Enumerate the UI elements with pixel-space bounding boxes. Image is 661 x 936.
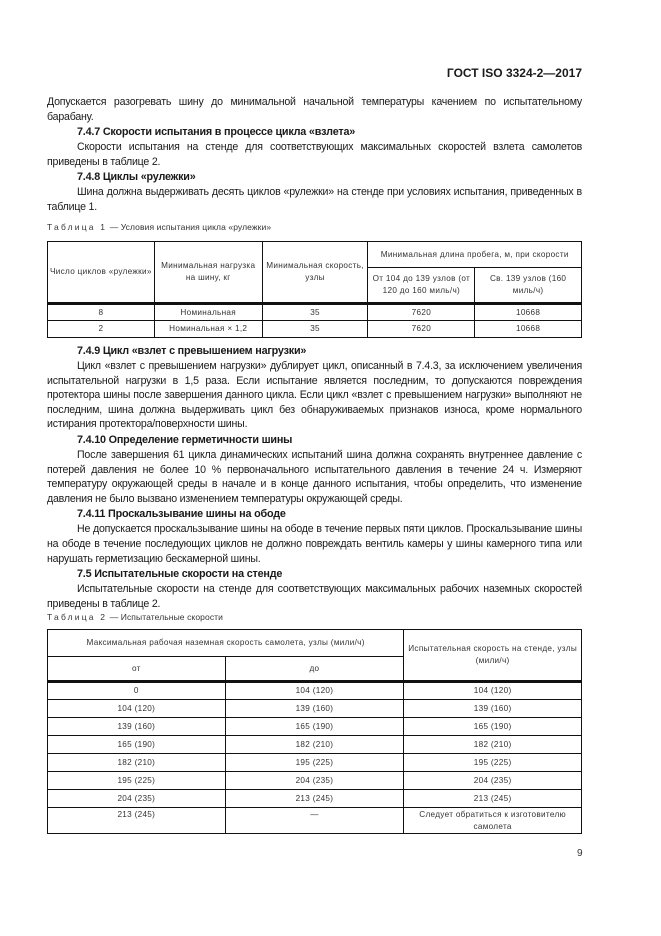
page-number: 9: [577, 848, 583, 859]
table-cell: Номинальная × 1,2: [154, 321, 262, 338]
table-cell: 139 (160): [48, 718, 226, 736]
table-cell: 35: [262, 321, 368, 338]
table-row: [48, 808, 582, 834]
table-2: [47, 629, 582, 834]
section-text-7-5: Испытательные скорости на стенде для соответствующих максимальных рабочих наземных скоростей приведены в таблице 2.: [47, 583, 582, 610]
table-cell: 165 (190): [225, 718, 404, 736]
table-1: [47, 241, 582, 338]
table-row: [48, 790, 582, 808]
text-block-middle: [47, 343, 582, 611]
section-heading-7-4-8: 7.4.8 Циклы «рулежки»: [77, 171, 196, 184]
table2-caption-title: — Испытательные скорости: [109, 612, 224, 622]
table-cell: 213 (245): [48, 808, 226, 834]
t1-header-length-a: От 104 до 139 узлов (от 120 до 160 миль/ч): [368, 268, 475, 304]
table-cell: 0: [48, 682, 226, 700]
table2-caption-label: Таблица 2: [47, 612, 108, 622]
table-cell: 7620: [368, 321, 475, 338]
section-heading-7-4-7: 7.4.7 Скорости испытания в процессе цикла «взлета»: [77, 126, 356, 139]
t2-header-from: от: [48, 657, 226, 682]
table-row: [48, 754, 582, 772]
section-text-7-4-10: После завершения 61 цикла динамических испытаний шина должна сохранять внутреннее давление с потерей давления не более 10 % первоначального испытательного давления в течение 24 ч. Измеряют температуру окружающей среды в начале и в конце данного испытания, чтобы определить, что изменение давления не было вызвано изменением температуры окружающей среды.: [47, 448, 582, 505]
t2-header-group: Максимальная рабочая наземная скорость самолета, узлы (мили/ч): [48, 630, 404, 657]
section-heading-7-4-10: 7.4.10 Определение герметичности шины: [77, 433, 293, 446]
table-cell: 195 (225): [225, 754, 404, 772]
t1-header-length-b: Св. 139 узлов (160 миль/ч): [475, 268, 582, 304]
table-cell: 104 (120): [404, 682, 582, 700]
table-cell: 165 (190): [404, 718, 582, 736]
table-cell: 139 (160): [404, 700, 582, 718]
table-cell: Номинальная: [154, 304, 262, 321]
table-row: [48, 304, 582, 321]
table1-caption-title: — Условия испытания цикла «рулежки»: [109, 222, 272, 232]
section-heading-7-5: 7.5 Испытательные скорости на стенде: [77, 568, 283, 581]
section-text-7-4-8: Шина должна выдерживать десять циклов «рулежки» на стенде при условиях испытания, приведенных в таблице 1.: [47, 186, 582, 213]
table-cell: 213 (245): [404, 790, 582, 808]
table-cell: 204 (235): [225, 772, 404, 790]
table-row: [48, 321, 582, 338]
section-text-7-4-9: Цикл «взлет с превышением нагрузки» дублирует цикл, описанный в 7.4.3, за исключением увеличения испытательной нагрузки в 1,5 раза. Если испытание является последним, то допускаются повреждения протектора шины после завершения данного цикла. Если цикл «взлет с превышением нагрузки» выполняют не последним, шина должна выдерживать цикл без обнаруживаемых признаков износа, кроме нормального истирания протектора/поверхности шины.: [47, 360, 582, 431]
t1-header-length-group: Минимальная длина пробега, м, при скорости: [368, 242, 582, 268]
text-block-top: [47, 95, 582, 215]
table-cell: 8: [48, 304, 155, 321]
table-row: [48, 772, 582, 790]
section-heading-7-4-9: 7.4.9 Цикл «взлет с превышением нагрузки»: [77, 345, 307, 357]
t1-header-load: Минимальная нагрузка на шину, кг: [154, 242, 262, 304]
table-cell: 7620: [368, 304, 475, 321]
table-row: [48, 700, 582, 718]
t2-header-test: Испытательная скорость на стенде, узлы (мили/ч): [404, 630, 582, 682]
table-row: [48, 718, 582, 736]
section-text-7-4-7: Скорости испытания на стенде для соответствующих максимальных скоростей взлета самолетов приведены в таблице 2.: [47, 141, 582, 168]
t2-header-to: до: [225, 657, 404, 682]
table-cell: 182 (210): [225, 736, 404, 754]
table-row: [48, 736, 582, 754]
table-cell: 104 (120): [48, 700, 226, 718]
table-cell: 195 (225): [48, 772, 226, 790]
section-heading-7-4-11: 7.4.11 Проскальзывание шины на ободе: [77, 508, 286, 521]
table-cell: 10668: [475, 321, 582, 338]
table-cell: 182 (210): [404, 736, 582, 754]
table-row: [48, 682, 582, 700]
table-cell: 204 (235): [404, 772, 582, 790]
table-cell: 35: [262, 304, 368, 321]
table1-caption-label: Таблица 1: [47, 222, 108, 232]
table-cell: —: [225, 808, 404, 834]
table-cell: 10668: [475, 304, 582, 321]
table-cell: 139 (160): [225, 700, 404, 718]
table-cell: 2: [48, 321, 155, 338]
table-cell: 213 (245): [225, 790, 404, 808]
t1-header-speed: Минимальная скорость, узлы: [262, 242, 368, 304]
table-cell: Следует обратиться к изготовителю самолета: [404, 808, 582, 834]
table2-caption: [47, 612, 223, 622]
t1-header-cycles: Число циклов «рулежки»: [48, 242, 155, 304]
table1-caption: [47, 222, 271, 232]
table-cell: 182 (210): [48, 754, 226, 772]
document-code: ГОСТ ISO 3324-2—2017: [446, 66, 582, 80]
section-text-7-4-11: Не допускается проскальзывание шины на ободе в течение первых пяти циклов. Проскальзывание шины на ободе в течение последующих циклов не должно повреждать вентиль камеры у шины камерного типа или нарушать герметизацию бескамерной шины.: [47, 523, 582, 565]
table-cell: 104 (120): [225, 682, 404, 700]
table-cell: 195 (225): [404, 754, 582, 772]
intro-paragraph: Допускается разогревать шину до минимальной начальной температуры качением по испытательному барабану.: [47, 96, 582, 123]
table-cell: 204 (235): [48, 790, 226, 808]
table-cell: 165 (190): [48, 736, 226, 754]
